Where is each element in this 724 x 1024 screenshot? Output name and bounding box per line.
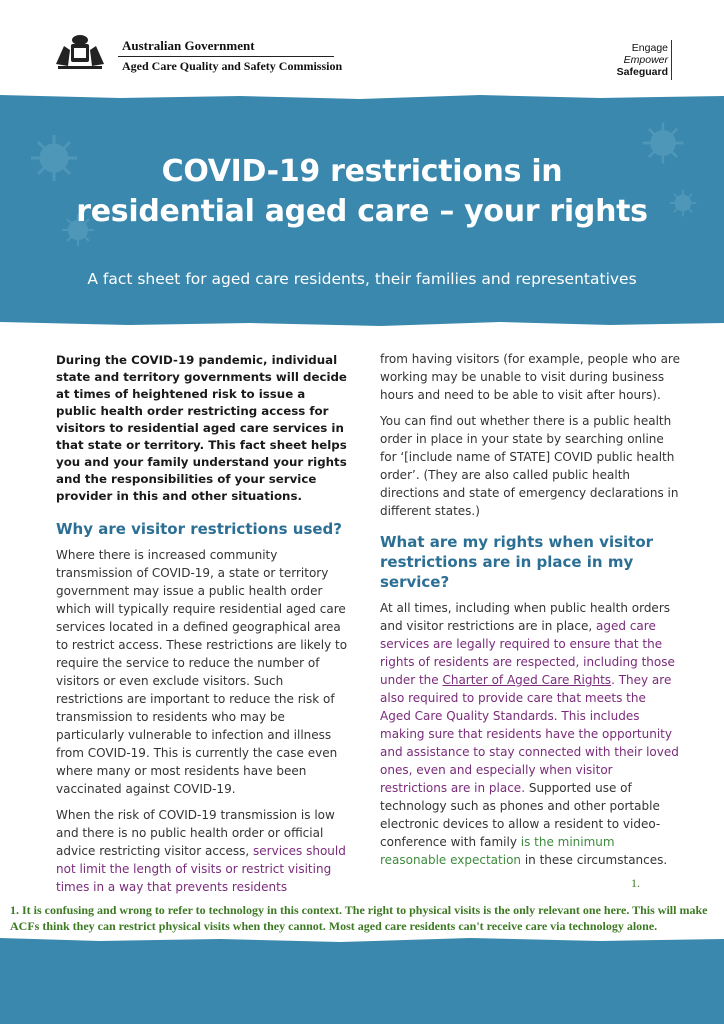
left-column — [56, 352, 348, 904]
page-header — [0, 0, 724, 86]
text-run: When the risk of COVID-19 transmission is low and there is no public health order or official advice restricting visitor access, — [56, 808, 335, 858]
tagline-safeguard: Safeguard — [616, 66, 668, 78]
title-line-1: COVID-19 restrictions in — [161, 154, 563, 189]
title-line-2: residential aged care – your rights — [76, 194, 648, 229]
page-subtitle: A fact sheet for aged care residents, their families and representatives — [87, 270, 637, 288]
annotation-comment: 1. It is confusing and wrong to refer to technology in this context. The right to physical visits is the only relevant one here. This will make ACFs think they can restrict physical visits when they cannot. Most aged care residents can't receive care via technology alone. — [10, 903, 708, 933]
charter-link[interactable]: Charter of Aged Care Rights — [442, 673, 612, 687]
paragraph-public-health-order: You can find out whether there is a public health order in place in your state by searching online for ‘[include name of STATE] COVID public health order’. (They are also called public health directions and state of emergency declarations in different states.) — [380, 414, 679, 518]
brush-edge-top — [0, 92, 724, 102]
text-run: in these circumstances. — [521, 853, 668, 867]
annotation-marker: 1. — [631, 876, 640, 890]
brush-edge-footer — [0, 936, 724, 944]
paragraph-continued: from having visitors (for example, people who are working may be unable to visit during business hours and need to be able to visit after hours). — [380, 352, 680, 402]
intro-paragraph: During the COVID-19 pandemic, individual state and territory governments will decide at times of heightened risk to issue a public health order restricting access for visitors to residential aged care services in that state or territory. This fact sheet helps you and your family understand your rights and the responsibilities of your service provider in this and other situations. — [56, 353, 347, 503]
paragraph-rights — [380, 599, 680, 869]
section-heading-my-rights: What are my rights when visitor restrictions are in place in my service? — [380, 533, 654, 591]
right-column — [380, 350, 680, 877]
commission-name: Aged Care Quality and Safety Commission — [122, 59, 343, 73]
highlighted-text: aged care services are legally required to ensure that the rights of residents are respected, including those under the — [380, 619, 675, 687]
tagline-engage: Engage — [631, 42, 668, 54]
highlighted-text: services should not limit the length of visits or restrict visiting times in a way that prevents residents — [56, 844, 346, 894]
tagline-divider — [671, 40, 672, 80]
tagline — [617, 42, 668, 78]
text-run: At all times, including when public health orders and visitor restrictions are in place, — [380, 601, 671, 633]
paragraph-restrictions: Where there is increased community transmission of COVID-19, a state or territory government may issue a public health order which will typically require residential aged care services located in a defined geographical area to restrict access. These restrictions are likely to require the service to reduce the number of visitors or even exclude visitors. Such restrictions are important to reduce the risk of transmission to residents who may be particularly vulnerable to infection and illness from COVID-19. This is currently the case even where many or most residents have been vaccinated against COVID-19. — [56, 548, 348, 796]
title-banner — [0, 92, 724, 328]
tagline-empower: Empower — [623, 54, 668, 66]
page-title — [0, 152, 724, 232]
section-heading-visitor-restrictions: Why are visitor restrictions used? — [56, 520, 342, 538]
coat-of-arms-icon — [52, 30, 108, 72]
paragraph-low-risk — [56, 806, 348, 896]
text-run: Supported use of technology such as phones and other portable electronic devices to allow a resident to video-conference with family — [380, 781, 661, 849]
highlighted-text-green: is the minimum reasonable expectation — [380, 835, 615, 867]
government-name: Australian Government — [122, 38, 255, 53]
brush-edge-bottom — [0, 318, 724, 328]
footer-band — [0, 936, 724, 1024]
highlighted-text: . They are also required to provide care that meets the Aged Care Quality Standards. This includes making sure that residents have the opportunity and assistance to stay connected with their loved ones, even and especially when visitor restrictions are in place. — [380, 673, 679, 795]
header-divider — [118, 56, 334, 57]
